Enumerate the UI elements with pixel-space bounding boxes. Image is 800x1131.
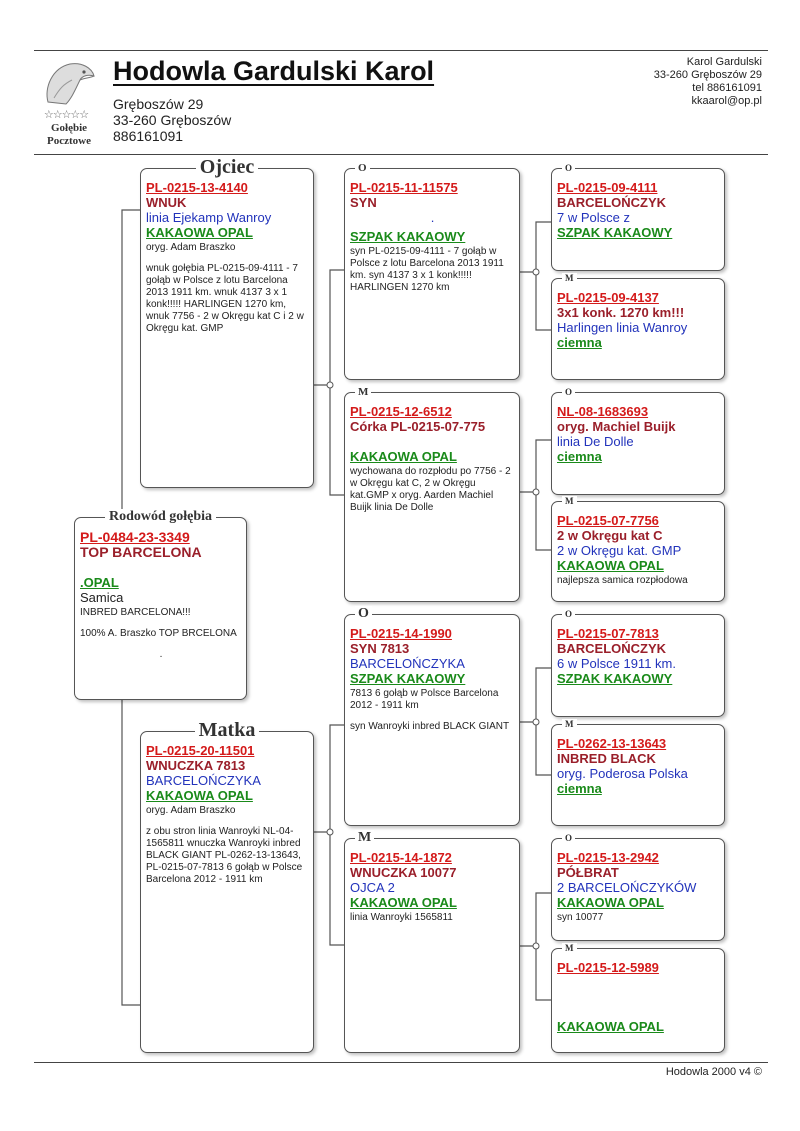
color: SZPAK KAKAOWY	[350, 229, 466, 244]
subject-card[interactable]	[74, 509, 247, 700]
sex: Samica	[80, 590, 124, 605]
m-label: M	[355, 386, 371, 398]
mother-card[interactable]	[140, 719, 314, 1053]
great-grandparent-card[interactable]	[551, 273, 725, 380]
contact-line: tel 886161091	[692, 82, 762, 94]
note: 7813 6 gołąb w Polsce Barcelona 2012 - 1911 km	[350, 688, 499, 711]
color: KAKAOWA OPAL	[146, 788, 253, 803]
notes	[350, 466, 515, 514]
color: KAKAOWA OPAL	[557, 895, 664, 910]
ring-number: PL-0215-11-11575	[350, 180, 458, 195]
color: KAKAOWA OPAL	[557, 1019, 664, 1034]
contact-block	[654, 56, 762, 108]
father-label: Ojciec	[196, 156, 258, 178]
top-rule	[34, 50, 768, 51]
note: syn PL-0215-09-4111 - 7 gołąb w Polsce z lotu Barcelona 2013 1911 km. syn 4137 3 x 1 konk!!!!! HARLINGEN 1270 km	[350, 246, 504, 293]
m-label: M	[355, 830, 374, 845]
o-label: O	[562, 163, 575, 173]
mother-label: Matka	[195, 719, 260, 741]
note: wnuk gołębia PL-0215-09-4111 - 7 gołąb w Polsce z lotu Barcelona 2013 1911 km. wnuk 4137 3 x 1 konk!!!!! HARLINGEN 1270 km, wnuk 7756 - 2 w Okręgu kat C i 2 w Okręgu kat. GMP	[146, 263, 304, 334]
great-grandparent-card[interactable]	[551, 163, 725, 271]
bloodline: 7 w Polsce z	[557, 210, 630, 225]
paternal-grandmother-card[interactable]	[344, 386, 520, 602]
pigeon-name: PÓŁBRAT	[557, 865, 619, 880]
bloodline: oryg. Poderosa Polska	[557, 766, 688, 781]
color: ciemna	[557, 781, 602, 796]
bloodline: 2 BARCELOŃCZYKÓW	[557, 880, 697, 895]
pigeon-name: Córka PL-0215-07-775	[350, 419, 486, 434]
note: INBRED BARCELONA!!!	[80, 607, 191, 618]
bloodline: linia Ejekamp Wanroy	[146, 210, 272, 225]
color: ciemna	[557, 335, 602, 350]
notes	[350, 246, 515, 294]
great-grandparent-card[interactable]	[551, 719, 725, 826]
o-label: O	[562, 609, 575, 619]
pigeon-name: SYN 7813	[350, 641, 410, 656]
notes	[350, 912, 515, 924]
ring-number: PL-0262-13-13643	[557, 736, 667, 751]
great-grandparent-card[interactable]	[551, 609, 725, 717]
note: linia Wanroyki 1565811	[350, 912, 453, 923]
bloodline: 2 w Okręgu kat. GMP	[557, 543, 682, 558]
color: .OPAL	[80, 575, 119, 590]
pigeon-name: SYN	[350, 195, 377, 210]
bloodline: Harlingen linia Wanroy	[557, 320, 688, 335]
ring-number: PL-0215-13-4140	[146, 180, 248, 195]
logo-text-2: Pocztowe	[47, 135, 91, 147]
address-line: 886161091	[113, 128, 184, 144]
color: SZPAK KAKAOWY	[350, 671, 466, 686]
m-label: M	[562, 719, 577, 729]
pigeon-name: WNUCZKA 10077	[350, 865, 457, 880]
great-grandparent-card[interactable]	[551, 943, 725, 1053]
note: syn Wanroyki inbred BLACK GIANT	[350, 721, 510, 732]
logo-stars: ☆☆☆☆☆	[43, 109, 89, 121]
ring-number: PL-0484-23-3349	[80, 529, 190, 545]
pigeon-name: INBRED BLACK	[557, 751, 656, 766]
o-label: O	[355, 162, 370, 174]
note: .	[159, 649, 163, 660]
color: KAKAOWA OPAL	[350, 895, 457, 910]
note: oryg. Adam Braszko	[146, 805, 236, 816]
o-label: O	[562, 387, 575, 397]
bloodline: OJCA 2	[350, 880, 395, 895]
color: SZPAK KAKAOWY	[557, 671, 673, 686]
breeder-address	[113, 96, 231, 144]
maternal-grandfather-card[interactable]	[344, 606, 520, 826]
address-line: Gręboszów 29	[113, 96, 204, 112]
note: z obu stron linia Wanroyki NL-04-1565811 wnuczka Wanroyki inbred BLACK GIANT PL-0262-13-13643, PL-0215-07-7813 6 gołąb w Polsce Barcelona 2012 - 1911 km	[146, 826, 303, 885]
pigeon-name: 2 w Okręgu kat C	[557, 528, 663, 543]
note: 100% A. Braszko TOP BRCELONA	[80, 628, 237, 639]
pigeon-name: 3x1 konk. 1270 km!!!	[557, 305, 685, 320]
notes	[80, 607, 242, 661]
maternal-grandmother-card[interactable]	[344, 830, 520, 1053]
bloodline: 6 w Polsce 1911 km.	[557, 656, 676, 671]
logo	[34, 58, 110, 150]
ring-number: PL-0215-09-4137	[557, 290, 659, 305]
footer-text: Hodowla 2000 v4 ©	[665, 1066, 762, 1078]
o-label: O	[562, 833, 575, 843]
bloodline: BARCELOŃCZYKA	[350, 656, 465, 671]
ring-number: PL-0215-14-1990	[350, 626, 452, 641]
bloodline: linia De Dolle	[557, 434, 634, 449]
note: oryg. Adam Braszko	[146, 242, 236, 253]
header-rule	[34, 154, 768, 155]
bloodline: .	[430, 210, 435, 225]
m-label: M	[562, 943, 577, 953]
color: KAKAOWA OPAL	[557, 558, 664, 573]
note: syn 10077	[557, 912, 604, 923]
contact-line: 33-260 Gręboszów 29	[653, 69, 762, 81]
notes	[350, 688, 515, 733]
m-label: M	[562, 496, 577, 506]
pigeon-name: oryg. Machiel Buijk	[557, 419, 676, 434]
contact-line: kkaarol@op.pl	[691, 95, 762, 107]
ring-number: PL-0215-07-7813	[557, 626, 659, 641]
bloodline: BARCELOŃCZYKA	[146, 773, 261, 788]
great-grandparent-card[interactable]	[551, 833, 725, 941]
ring-number: PL-0215-20-11501	[146, 743, 255, 758]
notes	[146, 805, 309, 886]
pigeon-name: WNUK	[146, 195, 187, 210]
notes	[146, 242, 309, 335]
color: ciemna	[557, 449, 602, 464]
page-title: Hodowla Gardulski Karol	[113, 56, 435, 86]
color: SZPAK KAKAOWY	[557, 225, 673, 240]
great-grandparent-card[interactable]	[551, 387, 725, 495]
pigeon-name: WNUCZKA 7813	[146, 758, 246, 773]
color: KAKAOWA OPAL	[350, 449, 457, 464]
pigeon-name: BARCELOŃCZYK	[557, 641, 667, 656]
ring-number: NL-08-1683693	[557, 404, 649, 419]
note: wychowana do rozpłodu po 7756 - 2 w Okręgu kat C, 2 w Okręgu kat.GMP x oryg. Aarden Machiel Buijk linia De Dolle	[350, 466, 511, 513]
pigeon-name: TOP BARCELONA	[80, 544, 202, 560]
ring-number: PL-0215-12-5989	[557, 960, 659, 975]
m-label: M	[562, 273, 577, 283]
great-grandparent-card[interactable]	[551, 496, 725, 602]
ring-number: PL-0215-09-4111	[557, 180, 658, 195]
ring-number: PL-0215-07-7756	[557, 513, 659, 528]
contact-line: Karol Gardulski	[686, 56, 762, 68]
ring-number: PL-0215-14-1872	[350, 850, 452, 865]
note: najlepsza samica rozpłodowa	[557, 575, 688, 586]
address-line: 33-260 Gręboszów	[113, 112, 232, 128]
ring-number: PL-0215-12-6512	[350, 404, 452, 419]
father-card[interactable]	[140, 156, 314, 488]
footer-rule	[34, 1062, 768, 1063]
logo-text-1: Gołębie	[50, 122, 88, 134]
paternal-grandfather-card[interactable]	[344, 162, 520, 380]
o-label: O	[355, 606, 372, 621]
ring-number: PL-0215-13-2942	[557, 850, 659, 865]
pigeon-icon	[42, 58, 98, 110]
color: KAKAOWA OPAL	[146, 225, 253, 240]
pedigree-label: Rodowód gołębia	[105, 509, 216, 524]
pigeon-name: BARCELOŃCZYK	[557, 195, 667, 210]
